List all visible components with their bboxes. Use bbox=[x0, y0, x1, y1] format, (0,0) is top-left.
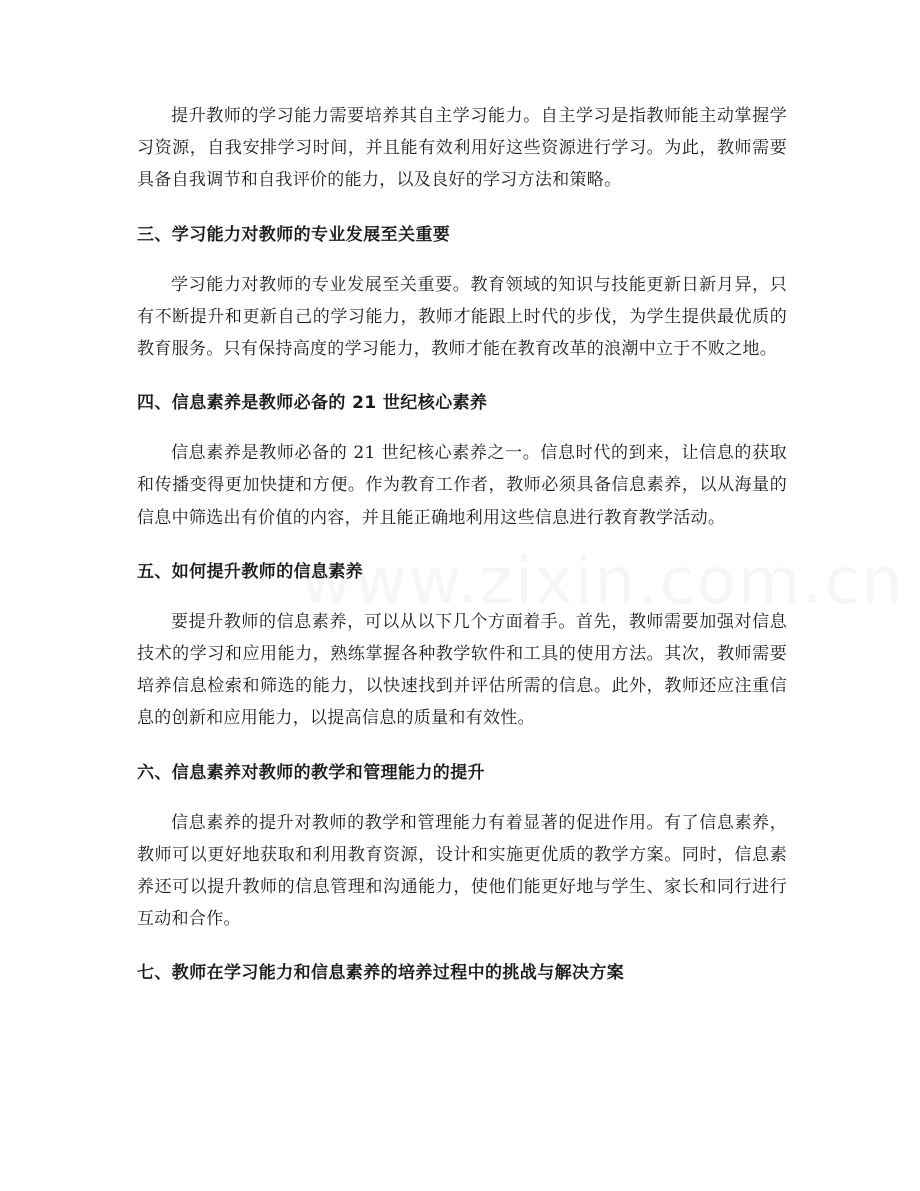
section-4-heading: 四、信息素养是教师必备的 21 世纪核心素养 bbox=[137, 393, 488, 414]
section-7-heading: 七、教师在学习能力和信息素养的培养过程中的挑战与解决方案 bbox=[137, 963, 625, 984]
section-3-heading: 三、学习能力对教师的专业发展至关重要 bbox=[137, 224, 451, 245]
section-4-paragraph: 信息素养是教师必备的 21 世纪核心素养之一。信息时代的到来，让信息的获取和传播变得更加快捷和方便。作为教育工作者，教师必须具备信息素养，以从海量的信息中筛选出有价值的内容，并且能正确地利用这些信息进行教育教学活动。 bbox=[137, 443, 787, 528]
watermark-text: www.zixin.com.cn bbox=[300, 545, 905, 619]
document-body bbox=[137, 100, 787, 985]
section-5-heading: 五、如何提升教师的信息素养 bbox=[137, 561, 364, 582]
section-3-paragraph: 学习能力对教师的专业发展至关重要。教育领域的知识与技能更新日新月异，只有不断提升和更新自己的学习能力，教师才能跟上时代的步伐，为学生提供最优质的教育服务。只有保持高度的学习能力，教师才能在教育改革的浪潮中立于不败之地。 bbox=[137, 274, 787, 360]
section-5-paragraph: 要提升教师的信息素养，可以从以下几个方面着手。首先，教师需要加强对信息技术的学习和应用能力，熟练掌握各种教学软件和工具的使用方法。其次，教师需要培养信息检索和筛选的能力，以快速找到并评估所需的信息。此外，教师还应注重信息的创新和应用能力，以提高信息的质量和有效性。 bbox=[137, 611, 787, 729]
section-6-paragraph: 信息素养的提升对教师的教学和管理能力有着显著的促进作用。有了信息素养，教师可以更好地获取和利用教育资源，设计和实施更优质的教学方案。同时，信息素养还可以提升教师的信息管理和沟通能力，使他们能更好地与学生、家长和同行进行互动和合作。 bbox=[137, 812, 787, 930]
intro-paragraph: 提升教师的学习能力需要培养其自主学习能力。自主学习是指教师能主动掌握学习资源，自我安排学习时间，并且能有效利用好这些资源进行学习。为此，教师需要具备自我调节和自我评价的能力，以及良好的学习方法和策略。 bbox=[137, 106, 787, 191]
section-6-heading: 六、信息素养对教师的教学和管理能力的提升 bbox=[137, 762, 485, 783]
